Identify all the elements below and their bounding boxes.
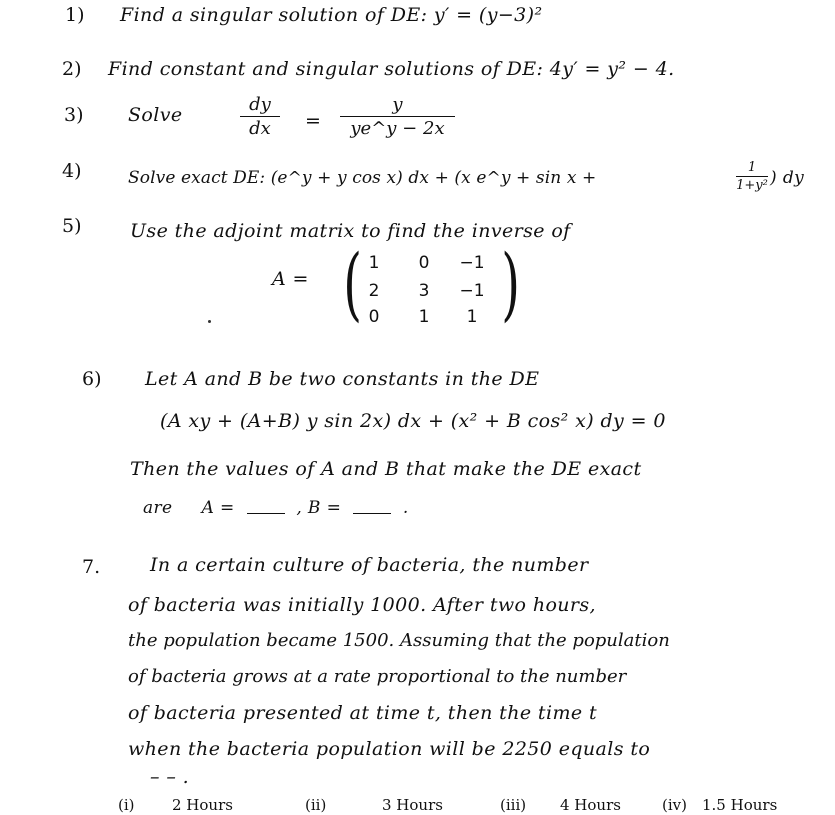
q3-lhs-fraction xyxy=(240,94,280,139)
q2-number: 2) xyxy=(62,58,82,80)
option-2-marker: (ii) xyxy=(305,796,327,814)
q7-line4: of bacteria grows at a rate proportional to the number xyxy=(128,666,627,687)
q3-text: Solve xyxy=(128,104,183,126)
q5-text: Use the adjoint matrix to find the inverse of xyxy=(130,220,571,242)
q2-text: Find constant and singular solutions of DE: 4y′ = y² − 4. xyxy=(108,58,675,80)
option-3-text: 4 Hours xyxy=(560,796,621,814)
matrix-cell: −1 xyxy=(459,253,485,273)
q6-are: are xyxy=(143,498,173,518)
q6-a-label: A = xyxy=(201,498,235,518)
q3-lhs-top: dy xyxy=(249,94,271,115)
q6-b-blank xyxy=(353,503,391,514)
q6-answer-line xyxy=(143,498,409,518)
q4-text: Solve exact DE: (e^y + y cos x) dx + (x e^y + sin x + xyxy=(128,168,597,188)
q3-rhs-top: y xyxy=(392,94,403,115)
q7-line6: when the bacteria population will be 2250 equals to xyxy=(128,738,651,760)
matrix-cell: 1 xyxy=(466,307,478,327)
q4-frac-bot: 1+y² xyxy=(736,178,768,193)
option-1-marker: (i) xyxy=(118,796,135,814)
q4-number: 4) xyxy=(62,160,82,182)
option-4-marker: (iv) xyxy=(662,796,687,814)
q5-number: 5) xyxy=(62,215,82,237)
q6-a-blank xyxy=(247,503,285,514)
q4-frac-bar xyxy=(736,176,768,177)
q6-equation: (A xy + (A+B) y sin 2x) dx + (x² + B cos² x) dy = 0 xyxy=(160,410,666,432)
q1-text: Find a singular solution of DE: y′ = (y−3)² xyxy=(120,4,543,26)
q4-fraction xyxy=(736,160,768,193)
q6-period: . xyxy=(402,498,409,518)
q3-number: 3) xyxy=(64,104,84,126)
q6-b-label: , B = xyxy=(296,498,342,518)
q7-line1: In a certain culture of bacteria, the number xyxy=(150,554,589,576)
option-2-text: 3 Hours xyxy=(382,796,443,814)
q7-line3: the population became 1500. Assuming that the population xyxy=(128,630,670,651)
matrix-left-paren: ( xyxy=(343,237,362,330)
option-1-text: 2 Hours xyxy=(172,796,233,814)
q4-frac-top: 1 xyxy=(747,160,757,175)
q6-line3: Then the values of A and B that make the DE exact xyxy=(130,458,642,480)
q6-number: 6) xyxy=(82,368,102,390)
q3-rhs-bot: ye^y − 2x xyxy=(350,118,445,139)
option-3-marker: (iii) xyxy=(500,796,527,814)
matrix-cell: 1 xyxy=(418,307,430,327)
q3-rhs-bar xyxy=(340,116,455,117)
q4-tail: ) dy xyxy=(770,168,805,188)
matrix-cell: −1 xyxy=(459,281,485,301)
q6-line1: Let A and B be two constants in the DE xyxy=(145,368,540,390)
matrix-cell: 0 xyxy=(418,253,430,273)
q7-number: 7. xyxy=(82,556,101,578)
q3-equals: = xyxy=(305,110,322,132)
matrix-cell: 2 xyxy=(368,281,380,301)
option-4-text: 1.5 Hours xyxy=(702,796,778,814)
q7-line5: of bacteria presented at time t, then the time t xyxy=(128,702,597,724)
q3-rhs-fraction xyxy=(340,94,455,139)
matrix-right-paren: ) xyxy=(501,237,520,330)
q3-lhs-bar xyxy=(240,116,280,117)
q1-number: 1) xyxy=(65,4,85,26)
matrix-cell: 0 xyxy=(368,307,380,327)
stray-mark xyxy=(208,320,211,323)
matrix-cell: 3 xyxy=(418,281,430,301)
q7-line7: – – . xyxy=(150,766,190,788)
q5-matrix xyxy=(343,237,520,330)
q3-lhs-bot: dx xyxy=(249,118,271,139)
q5-matrix-label: A = xyxy=(272,268,309,290)
matrix-cell: 1 xyxy=(368,253,380,273)
q7-line2: of bacteria was initially 1000. After two hours, xyxy=(128,594,597,616)
